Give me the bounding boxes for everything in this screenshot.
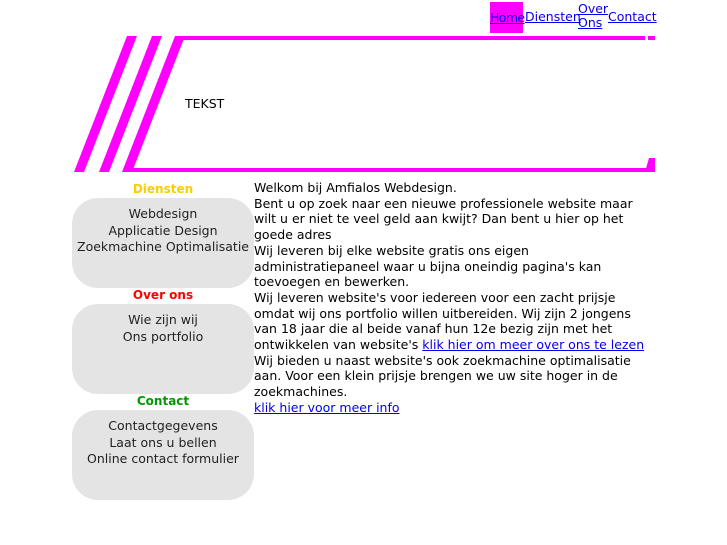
sidebar-item-ons-portfolio[interactable]: Ons portfolio	[122, 328, 204, 344]
sidebar-item-zoekmachine-optimalisatie[interactable]: Zoekmachine Optimalisatie	[77, 239, 249, 254]
header-banner	[0, 0, 727, 180]
nav-diensten-link[interactable]: Diensten	[525, 9, 581, 24]
sidebar-item-contactgegevens[interactable]: Contactgegevens	[108, 418, 218, 433]
sidebar-heading-diensten: Diensten	[132, 182, 194, 196]
sidebar-item-applicatie-design[interactable]: Applicatie Design	[108, 222, 218, 238]
seo-link-line	[254, 400, 654, 416]
nav-contact-link[interactable]: Contact	[608, 9, 657, 24]
sidebar-item-wie-zijn-wij[interactable]: Wie zijn wij	[128, 312, 198, 327]
sidebar-box-contact	[72, 410, 254, 500]
banner-bottom-line	[127, 168, 649, 172]
about-paragraph	[254, 290, 654, 353]
banner-top-line	[183, 36, 645, 40]
intro-paragraph: Bent u op zoek naar een nieuwe professionele website maar wilt u er niet te veel geld aan kwijt? Dan bent u hier op het goede adres	[254, 195, 633, 243]
sidebar-item-webdesign[interactable]: Webdesign	[128, 206, 198, 221]
banner-corner	[645, 158, 655, 172]
about-text: Wij leveren website's voor iedereen voor een zacht prijsje omdat wij ons portfolio willen uitbereiden. Wij zijn 2 jongens van 18 jaar die al beide vanaf hun 12e bezig zijn met het ontwikkelen van website's	[254, 289, 631, 353]
seo-paragraph: Wij bieden u naast website's ook zoekmachine optimalisatie aan. Voor een klein prijsje brengen we uw site hoger in de zoekmachines.	[254, 352, 631, 400]
admin-panel-paragraph: Wij leveren bij elke website gratis ons eigen administratiepaneel waar u bijna oneindig pagina's kan toevoegen en bewerken.	[254, 242, 602, 290]
sidebar-item-laat-ons-u-bellen[interactable]: Laat ons u bellen	[109, 434, 217, 450]
sidebar-item-online-contact-formulier[interactable]: Online contact formulier	[87, 451, 239, 466]
sidebar-heading-over-ons: Over ons	[132, 288, 194, 302]
sidebar-box-over-ons	[72, 304, 254, 394]
nav-over-ons-link[interactable]: Over Ons	[578, 1, 609, 30]
nav-home-link[interactable]: Home	[490, 2, 523, 33]
banner-text: TEKST	[185, 96, 225, 111]
welcome-line: Welkom bij Amfialos Webdesign.	[254, 180, 457, 195]
seo-info-link[interactable]: klik hier voor meer info	[254, 399, 400, 415]
sidebar-box-diensten	[72, 198, 254, 288]
main-content	[254, 180, 654, 416]
sidebar-heading-contact: Contact	[136, 394, 190, 408]
about-link[interactable]: klik hier om meer over ons te lezen	[422, 337, 645, 353]
banner-top-line-end	[648, 36, 655, 40]
